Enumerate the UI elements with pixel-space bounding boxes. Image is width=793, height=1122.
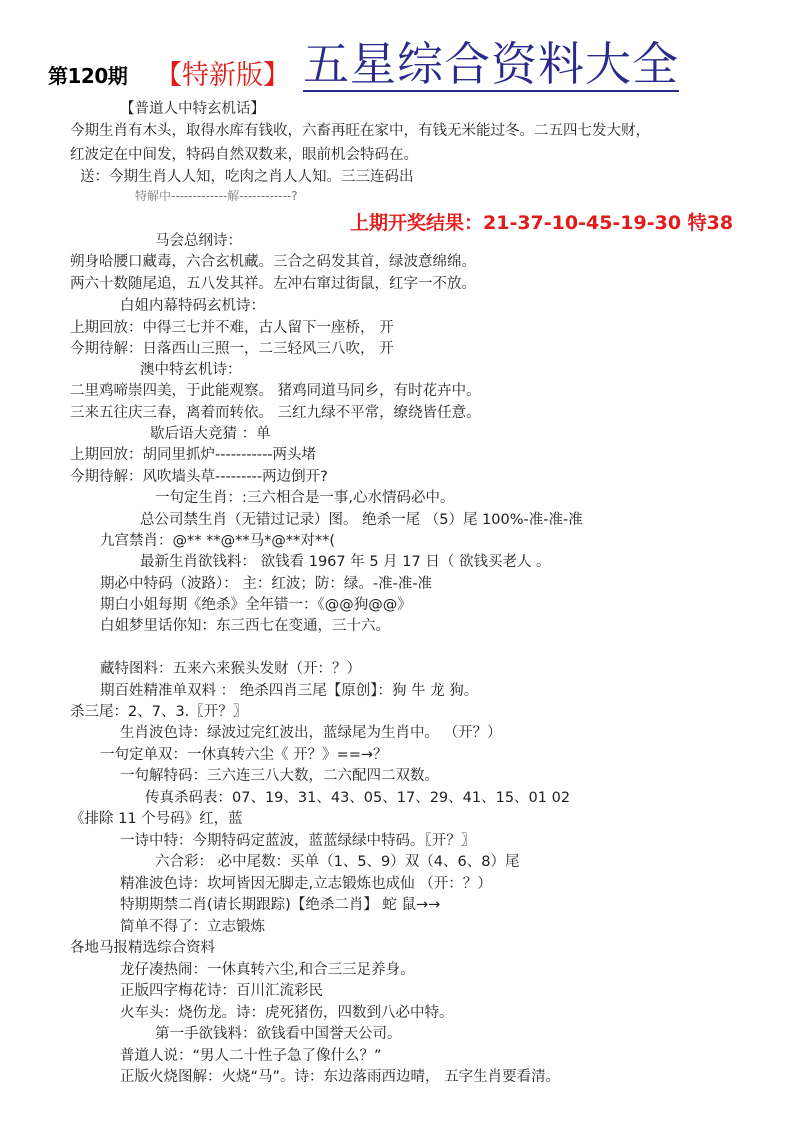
issue-number: 第120期: [48, 64, 128, 88]
text-line: 上期回放：中得三七并不难，古人留下一座桥， 开: [70, 320, 394, 336]
text-line: 传真杀码表：07、19、31、43、05、17、29、41、15、01 02: [145, 790, 571, 806]
text-line: 简单不得了：立志锻炼: [120, 919, 265, 935]
text-line: 藏特图料：五来六来猴头发财（开：？）: [100, 661, 361, 677]
text-line: 正版四字梅花诗：百川汇流彩民: [120, 983, 323, 999]
text-line: 九宫禁肖：@** **@**马*@**对**(: [100, 533, 336, 549]
text-line: 总公司禁生肖（无错过记录）图。 绝杀一尾 （5）尾 100%-准-准-准: [140, 512, 583, 528]
text-line: 今期生肖有木头，取得水库有钱收，六畜再旺在家中，有钱无米能过冬。二五四七发大财，: [70, 123, 650, 139]
text-line: 上期回放：胡同里抓炉-----------两头堵: [70, 447, 317, 463]
section-heading: 白姐内幕特码玄机诗：: [120, 298, 265, 314]
text-line: 白姐梦里话你知：东三西七在变通，三十六。: [100, 618, 390, 634]
text-line: 六合彩： 必中尾数：买单（1、5、9）双（4、6、8）尾: [155, 854, 520, 870]
text-line: 火车头：烧伤龙。诗：虎死猪伤，四数到八必中特。: [120, 1005, 454, 1021]
text-line: 二里鸡啼崇四美，于此能观察。 猪鸡同道马同乡，有时花卉中。: [70, 383, 481, 399]
text-line: 一诗中特：今期特码定蓝波，蓝蓝绿绿中特码。〖开？〗: [120, 833, 476, 849]
text-line: 红波定在中间发，特码自然双数来，眼前机会特码在。: [70, 147, 418, 163]
text-line: 正版火烧图解：火烧“马”。诗：东边落雨西边晴， 五字生肖要看清。: [120, 1069, 561, 1085]
text-line: 杀三尾：2、7、3.〖开？〗: [70, 704, 248, 720]
text-line: 三来五往庆三春，离着而转依。 三红九绿不平常，缭绕皆任意。: [70, 405, 481, 421]
section-heading: 歇后语大竞猜 ：单: [150, 426, 271, 442]
page-title: 五星综合资料大全: [303, 37, 679, 91]
section-heading: 马会总纲诗：: [155, 233, 242, 249]
edition-label: 【特新版】: [155, 60, 290, 91]
text-line: 第一手欲钱料：欲钱看中国誉天公司。: [155, 1026, 402, 1042]
section-heading: 【普道人中特玄机话】: [120, 101, 265, 117]
text-line: 送：今期生肖人人知，吃肉之肖人人知。三三连码出: [80, 169, 414, 185]
text-line: 今期待解：风吹墙头草---------两边倒开?: [70, 469, 328, 485]
text-line: 朔身哈腰口藏毒，六合玄机藏。三合之码发其首，绿波意绵绵。: [70, 254, 476, 270]
text-line: 今期待解：日落西山三照一，二三轻风三八吹， 开: [70, 341, 394, 357]
text-line: 两六十数随尾追，五八发其祥。左冲右窜过街鼠，红字一不放。: [70, 276, 476, 292]
text-line: 普道人说：“男人二十性子急了像什么？”: [120, 1048, 382, 1064]
section-heading: 各地马报精选综合资料: [70, 940, 215, 956]
text-line: 期白小姐每期《绝杀》全年错一：《@@狗@@》: [100, 597, 412, 613]
text-line: 一句定单双：一休真转六尘《 开？》==→？: [100, 747, 388, 763]
text-line: 期百姓精准单双料 ： 绝杀四肖三尾【原创】：狗 牛 龙 狗。: [100, 683, 479, 699]
last-draw-result: 上期开奖结果：21-37-10-45-19-30 特38: [350, 212, 734, 234]
section-heading: 澳中特玄机诗：: [140, 362, 242, 378]
text-line: 最新生肖欲钱料： 欲钱看 1967 年 5 月 17 日（ 欲钱买老人 。: [140, 554, 551, 570]
text-line: 特解中-------------解------------?: [135, 189, 298, 203]
text-line: 《排除 11 个号码》红，蓝: [70, 811, 243, 827]
text-line: 生肖波色诗：绿波过完红波出，蓝绿尾为生肖中。 （开？）: [120, 725, 502, 741]
text-line: 一句解特码：三六连三八大数，二六配四二双数。: [120, 768, 439, 784]
text-line: 一句定生肖：:三六相合是一事,心水情码必中。: [155, 490, 455, 506]
text-line: 期必中特码（波路）： 主：红波；防：绿。-准-准-准: [100, 576, 433, 592]
text-line: 龙仔凑热闹：一休真转六尘,和合三三足养身。: [120, 962, 415, 978]
text-line: 特期期禁二肖(请长期跟踪)【绝杀二肖】 蛇 鼠→→: [120, 897, 441, 913]
text-line: 精准波色诗：坎坷皆因无脚走,立志锻炼也成仙 （开：？）: [120, 876, 492, 892]
